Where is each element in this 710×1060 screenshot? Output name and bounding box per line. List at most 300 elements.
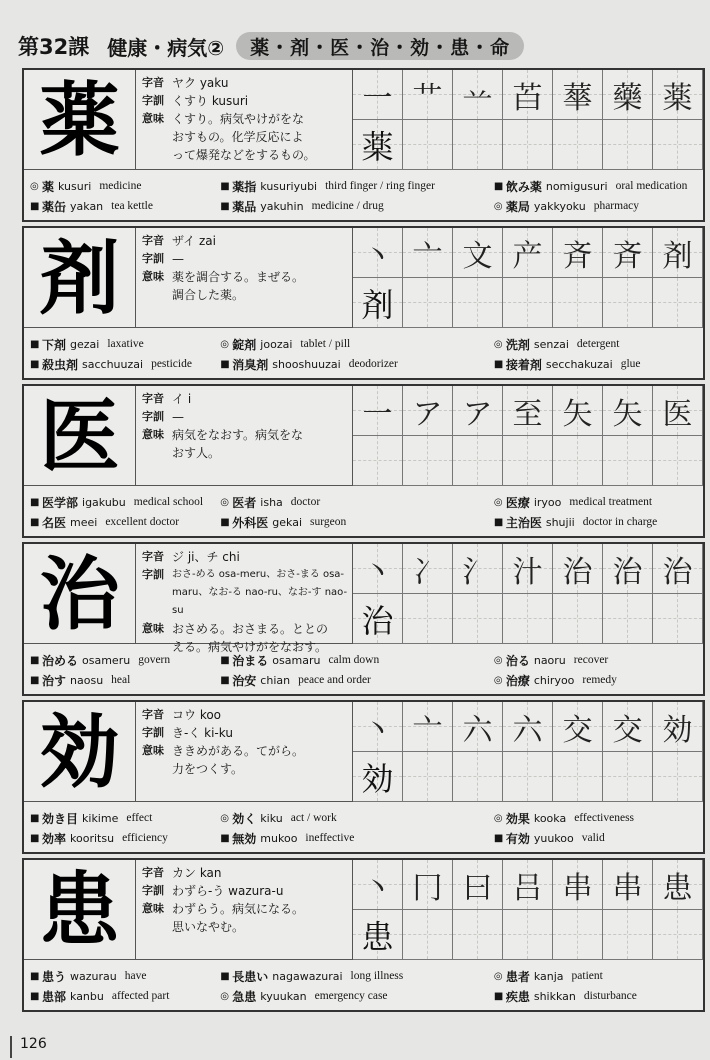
vocab-level-mark: ◎: [220, 338, 230, 350]
meaning-label: 意味: [142, 270, 164, 283]
stroke-step: 治: [662, 554, 693, 590]
vocab-english: remedy: [582, 674, 617, 686]
vocab-level-mark: ◎: [493, 338, 503, 350]
vocab-item: [30, 356, 220, 373]
vocab-reading: kiku: [260, 811, 283, 825]
stroke-step-cell: [603, 228, 653, 278]
vocab-word: 患部: [42, 989, 67, 1004]
practice-cell[interactable]: [453, 752, 503, 802]
practice-cell[interactable]: [403, 120, 453, 170]
readings: [142, 390, 348, 462]
stroke-step: 交: [612, 712, 643, 748]
stroke-step-cell: [653, 702, 703, 752]
vocab-level-mark: ◎: [30, 180, 39, 192]
kun-reading: —: [172, 252, 184, 266]
readings: [142, 74, 348, 164]
vocab-reading: naosu: [70, 673, 104, 687]
vocabulary-list: [24, 960, 703, 1010]
vocab-reading: kanja: [533, 969, 564, 983]
vocab-word: 接着剤: [505, 357, 542, 372]
kun-reading: くすり kusuri: [172, 94, 249, 108]
kanji-info: [24, 386, 353, 486]
meaning: [172, 426, 348, 462]
practice-cell[interactable]: [353, 278, 403, 328]
trace-kanji: 患: [361, 917, 394, 956]
vocab-item: [30, 810, 220, 827]
kanji-info: [24, 702, 353, 802]
vocab-reading: naoru: [533, 653, 566, 667]
vocab-english: ineffective: [305, 832, 355, 844]
vocab-reading: yakan: [70, 199, 104, 213]
practice-cell[interactable]: [353, 120, 403, 170]
vocab-level-mark: ■: [493, 832, 504, 844]
stroke-step-cell: [503, 544, 553, 594]
vocab-item: [220, 830, 494, 847]
meaning-label: 意味: [142, 902, 164, 915]
trace-kanji: 剤: [361, 285, 394, 324]
vocab-reading: mukoo: [260, 831, 298, 845]
stroke-step: 丶: [362, 238, 393, 274]
on-reading-label: 字音: [142, 392, 164, 405]
meaning-line: 薬を調合する。まぜる。: [172, 270, 305, 284]
vocab-item: [30, 336, 220, 353]
vocab-item: [220, 672, 494, 689]
meaning-line: おすもの。化学反応によ: [172, 130, 304, 144]
vocab-reading: gezai: [70, 337, 100, 351]
vocab-word: 殺虫剤: [42, 357, 79, 372]
vocab-reading: kooritsu: [70, 831, 115, 845]
vocab-word: 医者: [232, 495, 257, 510]
vocab-word: 患者: [505, 969, 530, 984]
stroke-step: 蕐: [562, 80, 593, 116]
kun-reading-label: 字訓: [142, 568, 164, 581]
vocab-row: [30, 196, 697, 216]
vocab-level-mark: ■: [493, 990, 504, 1002]
practice-cell[interactable]: [503, 436, 553, 486]
stroke-step-cell: [653, 228, 703, 278]
stroke-step-cell: [353, 702, 403, 752]
vocab-word: 疾患: [505, 989, 530, 1004]
vocab-level-mark: ■: [30, 496, 40, 508]
on-reading: ザイ zai: [172, 234, 216, 248]
kun-reading: わずら-う wazura-u: [172, 884, 284, 898]
stroke-step-cell: [453, 386, 503, 436]
stroke-step: 吕: [512, 870, 543, 906]
vocab-english: medicine / drug: [311, 200, 384, 212]
vocab-item: [30, 198, 220, 215]
practice-cell[interactable]: [553, 120, 603, 170]
meaning-line: おさめる。おさまる。ととの: [172, 622, 329, 636]
practice-cell[interactable]: [603, 594, 653, 644]
vocab-level-mark: ■: [493, 358, 504, 370]
meaning: [172, 268, 348, 304]
vocab-english: deodorizer: [348, 358, 398, 370]
kun-reading: き-く ki-ku: [172, 726, 233, 740]
practice-cell[interactable]: [503, 752, 553, 802]
stroke-step: 医: [662, 396, 693, 432]
vocab-row: [30, 512, 697, 532]
vocab-item: [220, 356, 494, 373]
vocab-row: [30, 808, 697, 828]
practice-cell[interactable]: [653, 436, 703, 486]
on-reading-label: 字音: [142, 234, 164, 247]
practice-cell[interactable]: [453, 120, 503, 170]
stroke-step: 汁: [512, 554, 543, 590]
meaning: [172, 900, 348, 936]
practice-cell[interactable]: [603, 752, 653, 802]
stroke-step-cell: [453, 860, 503, 910]
vocab-reading: yakkyoku: [533, 199, 586, 213]
vocab-row: [30, 986, 697, 1006]
practice-cell[interactable]: [503, 910, 553, 960]
vocabulary-list: [24, 802, 703, 852]
vocab-level-mark: ■: [30, 200, 40, 212]
stroke-step-cell: [553, 544, 603, 594]
stroke-step: 六: [462, 712, 493, 748]
vocab-reading: shujii: [545, 515, 575, 529]
vocab-word: 急患: [232, 989, 257, 1004]
main-kanji: 医: [24, 386, 136, 486]
vocab-word: 洗剤: [505, 337, 530, 352]
practice-cell[interactable]: [453, 594, 503, 644]
vocab-item: [220, 652, 494, 669]
vocab-level-mark: ◎: [493, 496, 503, 508]
lesson-number: 第32課: [18, 35, 90, 59]
practice-cell[interactable]: [453, 436, 503, 486]
stroke-step: 治: [612, 554, 643, 590]
practice-cell[interactable]: [653, 278, 703, 328]
vocab-reading: kusuri: [58, 179, 92, 193]
main-kanji: 薬: [24, 70, 136, 170]
practice-cell[interactable]: [603, 278, 653, 328]
stroke-step: 氵: [462, 554, 493, 590]
meaning-line: ききめがある。てがら。: [172, 744, 305, 758]
meaning-line: える。病気やけがをなおす。: [172, 640, 328, 654]
vocab-reading: kyuukan: [260, 989, 307, 1003]
vocab-item: [220, 968, 494, 985]
vocab-english: heal: [111, 674, 131, 686]
stroke-step: 䒑: [462, 80, 493, 116]
vocab-item: [30, 514, 220, 531]
vocab-level-mark: ◎: [493, 654, 503, 666]
vocab-row: [30, 492, 697, 512]
stroke-step-cell: [403, 860, 453, 910]
stroke-step: 一: [362, 80, 393, 116]
stroke-step: 交: [562, 712, 593, 748]
meaning: [172, 742, 348, 778]
vocab-english: emergency case: [314, 990, 388, 1002]
kun-reading-label: 字訓: [142, 726, 164, 739]
vocab-english: medical school: [133, 496, 204, 508]
stroke-step-cell: [603, 386, 653, 436]
vocab-word: 医学部: [42, 495, 79, 510]
stroke-step-cell: [403, 228, 453, 278]
stroke-step: 一: [362, 396, 393, 432]
readings: [142, 706, 348, 778]
kun-reading: おさ-める osa-meru、おさ-まる osa-maru、なお-る nao-ru、なお-す nao-su: [172, 569, 348, 616]
stroke-step-cell: [553, 386, 603, 436]
stroke-step-cell: [653, 70, 703, 120]
stroke-step-cell: [603, 70, 653, 120]
kanji-block: [22, 542, 705, 696]
practice-cell[interactable]: [403, 594, 453, 644]
vocab-english: doctor in charge: [582, 516, 658, 528]
stroke-step-cell: [353, 228, 403, 278]
vocab-reading: iryoo: [533, 495, 562, 509]
meaning-line: くすり。病気やけがをな: [172, 112, 305, 126]
vocab-english: oral medication: [615, 180, 688, 192]
vocab-word: 効率: [42, 831, 67, 846]
vocab-english: disturbance: [583, 990, 637, 1002]
on-reading-label: 字音: [142, 76, 164, 89]
stroke-step-cell: [653, 386, 703, 436]
main-kanji: 剤: [24, 228, 136, 328]
stroke-step: 剤: [662, 238, 693, 274]
vocab-item: [30, 178, 220, 195]
stroke-step: 効: [662, 712, 693, 748]
vocab-item: [494, 652, 697, 669]
vocab-item: [494, 810, 697, 827]
vocab-word: 無効: [232, 831, 257, 846]
vocab-level-mark: ■: [220, 832, 230, 844]
meaning-label: 意味: [142, 744, 164, 757]
stroke-step: 亠: [412, 238, 443, 274]
stroke-step: 冫: [412, 554, 443, 590]
vocab-item: [30, 988, 220, 1005]
kanji-block: [22, 226, 705, 380]
vocab-reading: nagawazurai: [272, 969, 343, 983]
vocab-english: pesticide: [151, 358, 192, 370]
on-reading-label: 字音: [142, 708, 164, 721]
vocab-level-mark: ■: [220, 516, 230, 528]
kanji-block: [22, 858, 705, 1012]
stroke-order-grid: [353, 70, 703, 170]
vocab-level-mark: ■: [220, 654, 230, 666]
practice-cell[interactable]: [353, 594, 403, 644]
readings: [142, 864, 348, 936]
practice-cell[interactable]: [353, 752, 403, 802]
stroke-step-cell: [553, 70, 603, 120]
vocab-english: effect: [126, 812, 153, 824]
vocab-row: [30, 828, 697, 848]
stroke-step: 斉: [612, 238, 643, 274]
vocab-word: 薬指: [232, 179, 257, 194]
vocab-reading: yakuhin: [260, 199, 304, 213]
vocab-item: [494, 198, 697, 215]
vocab-word: 薬局: [505, 199, 530, 214]
stroke-step-cell: [503, 70, 553, 120]
practice-cell[interactable]: [653, 752, 703, 802]
vocab-reading: kanbu: [70, 989, 104, 1003]
stroke-step: 藥: [612, 80, 643, 116]
vocab-english: recover: [573, 654, 609, 666]
page-header: [18, 30, 698, 62]
trace-kanji: 薬: [361, 127, 394, 166]
practice-cell[interactable]: [603, 436, 653, 486]
vocab-reading: secchakuzai: [545, 357, 613, 371]
vocab-english: detergent: [576, 338, 620, 350]
vocab-word: 飲み薬: [505, 179, 542, 194]
vocab-english: surgeon: [310, 516, 347, 528]
stroke-step-cell: [503, 702, 553, 752]
main-kanji: 患: [24, 860, 136, 960]
vocab-level-mark: ■: [30, 358, 40, 370]
practice-cell[interactable]: [503, 278, 553, 328]
stroke-step: 苩: [512, 80, 543, 116]
vocab-word: 薬品: [232, 199, 257, 214]
practice-cell[interactable]: [353, 436, 403, 486]
stroke-step-cell: [403, 702, 453, 752]
stroke-step: 患: [662, 870, 693, 906]
vocab-level-mark: ◎: [493, 970, 503, 982]
vocab-english: third finger / ring finger: [325, 180, 435, 192]
vocabulary-list: [24, 170, 703, 220]
stroke-step: ア: [412, 396, 443, 432]
meaning-label: 意味: [142, 428, 164, 441]
vocab-level-mark: ■: [220, 674, 230, 686]
kanji-block: [22, 68, 705, 222]
meaning-label: 意味: [142, 622, 164, 635]
vocab-reading: shooshuuzai: [272, 357, 341, 371]
stroke-step: 亠: [412, 712, 443, 748]
vocab-reading: nomigusuri: [545, 179, 608, 193]
meaning-line: おす人。: [172, 446, 221, 460]
vocab-english: have: [124, 970, 147, 982]
main-kanji: 治: [24, 544, 136, 644]
practice-cell[interactable]: [603, 910, 653, 960]
vocab-item: [494, 494, 697, 511]
practice-cell[interactable]: [503, 120, 553, 170]
practice-cell[interactable]: [403, 436, 453, 486]
on-reading: カン kan: [172, 866, 222, 880]
practice-cell[interactable]: [453, 278, 503, 328]
vocab-english: effectiveness: [574, 812, 635, 824]
kanji-blocks: [22, 68, 705, 1016]
stroke-step-cell: [353, 386, 403, 436]
stroke-step-cell: [553, 228, 603, 278]
vocab-word: 医療: [505, 495, 530, 510]
vocab-item: [494, 178, 697, 195]
vocab-level-mark: ■: [220, 970, 230, 982]
meaning-line: 病気をなおす。病気をな: [172, 428, 304, 442]
practice-cell[interactable]: [653, 594, 703, 644]
kun-reading: —: [172, 410, 184, 424]
vocab-level-mark: ■: [30, 338, 40, 350]
vocabulary-list: [24, 486, 703, 536]
practice-cell[interactable]: [553, 436, 603, 486]
stroke-step-cell: [653, 860, 703, 910]
vocab-level-mark: ◎: [220, 990, 230, 1002]
vocabulary-list: [24, 328, 703, 378]
stroke-step: 文: [462, 238, 493, 274]
vocab-english: calm down: [328, 654, 380, 666]
vocab-word: 治まる: [232, 653, 269, 668]
practice-cell[interactable]: [553, 752, 603, 802]
vocab-item: [30, 968, 220, 985]
vocab-reading: osameru: [82, 653, 131, 667]
practice-cell[interactable]: [553, 594, 603, 644]
kanji-info: [24, 860, 353, 960]
meaning-line: わずらう。病気になる。: [172, 902, 305, 916]
stroke-step: 矢: [612, 396, 643, 432]
vocab-word: 効く: [232, 811, 257, 826]
vocab-item: [494, 830, 697, 847]
vocab-level-mark: ■: [30, 970, 40, 982]
vocab-item: [30, 494, 220, 511]
vocab-item: [220, 988, 494, 1005]
stroke-step: 薬: [662, 80, 693, 116]
vocab-item: [220, 514, 494, 531]
vocab-word: 治療: [505, 673, 530, 688]
stroke-step: 艹: [412, 80, 443, 116]
practice-cell[interactable]: [403, 752, 453, 802]
vocab-level-mark: ■: [220, 358, 230, 370]
on-reading-label: 字音: [142, 550, 164, 563]
practice-cell[interactable]: [403, 278, 453, 328]
practice-cell[interactable]: [353, 910, 403, 960]
vocab-word: 主治医: [505, 515, 542, 530]
on-reading: ヤク yaku: [172, 76, 229, 90]
page-number: 126: [10, 1036, 47, 1058]
kanji-list-badge: 薬・剤・医・治・効・患・命: [236, 32, 524, 60]
vocab-word: 治安: [232, 673, 257, 688]
practice-cell[interactable]: [503, 594, 553, 644]
stroke-order-grid: [353, 860, 703, 960]
stroke-step: 串: [612, 870, 643, 906]
stroke-step-cell: [453, 70, 503, 120]
stroke-step: 丶: [362, 554, 393, 590]
vocab-word: 効果: [505, 811, 530, 826]
vocab-word: 治める: [42, 653, 79, 668]
vocab-reading: kooka: [533, 811, 567, 825]
practice-cell[interactable]: [653, 120, 703, 170]
vocab-level-mark: ◎: [220, 812, 230, 824]
practice-cell[interactable]: [453, 910, 503, 960]
vocab-item: [30, 830, 220, 847]
vocab-word: 効き目: [42, 811, 79, 826]
practice-cell[interactable]: [653, 910, 703, 960]
vocab-word: 外科医: [232, 515, 269, 530]
vocab-reading: igakubu: [82, 495, 126, 509]
vocab-word: 治る: [505, 653, 530, 668]
vocab-level-mark: ◎: [220, 496, 230, 508]
trace-kanji: 効: [361, 759, 394, 798]
practice-cell[interactable]: [603, 120, 653, 170]
vocab-english: glue: [620, 358, 641, 370]
practice-cell[interactable]: [553, 278, 603, 328]
vocab-level-mark: ■: [30, 674, 40, 686]
stroke-step-cell: [503, 860, 553, 910]
vocab-row: [30, 176, 697, 196]
stroke-step: 六: [512, 712, 543, 748]
vocab-item: [220, 198, 494, 215]
meaning: [172, 110, 348, 164]
stroke-step: 矢: [562, 396, 593, 432]
vocab-reading: yuukoo: [533, 831, 574, 845]
vocab-row: [30, 966, 697, 986]
stroke-step-cell: [553, 702, 603, 752]
vocab-row: [30, 650, 697, 670]
practice-cell[interactable]: [403, 910, 453, 960]
on-reading-label: 字音: [142, 866, 164, 879]
vocab-english: pharmacy: [593, 200, 640, 212]
vocab-item: [220, 494, 494, 511]
practice-cell[interactable]: [553, 910, 603, 960]
stroke-step-cell: [453, 702, 503, 752]
stroke-step-cell: [453, 544, 503, 594]
vocab-word: 消臭剤: [232, 357, 269, 372]
vocab-english: medical treatment: [569, 496, 653, 508]
